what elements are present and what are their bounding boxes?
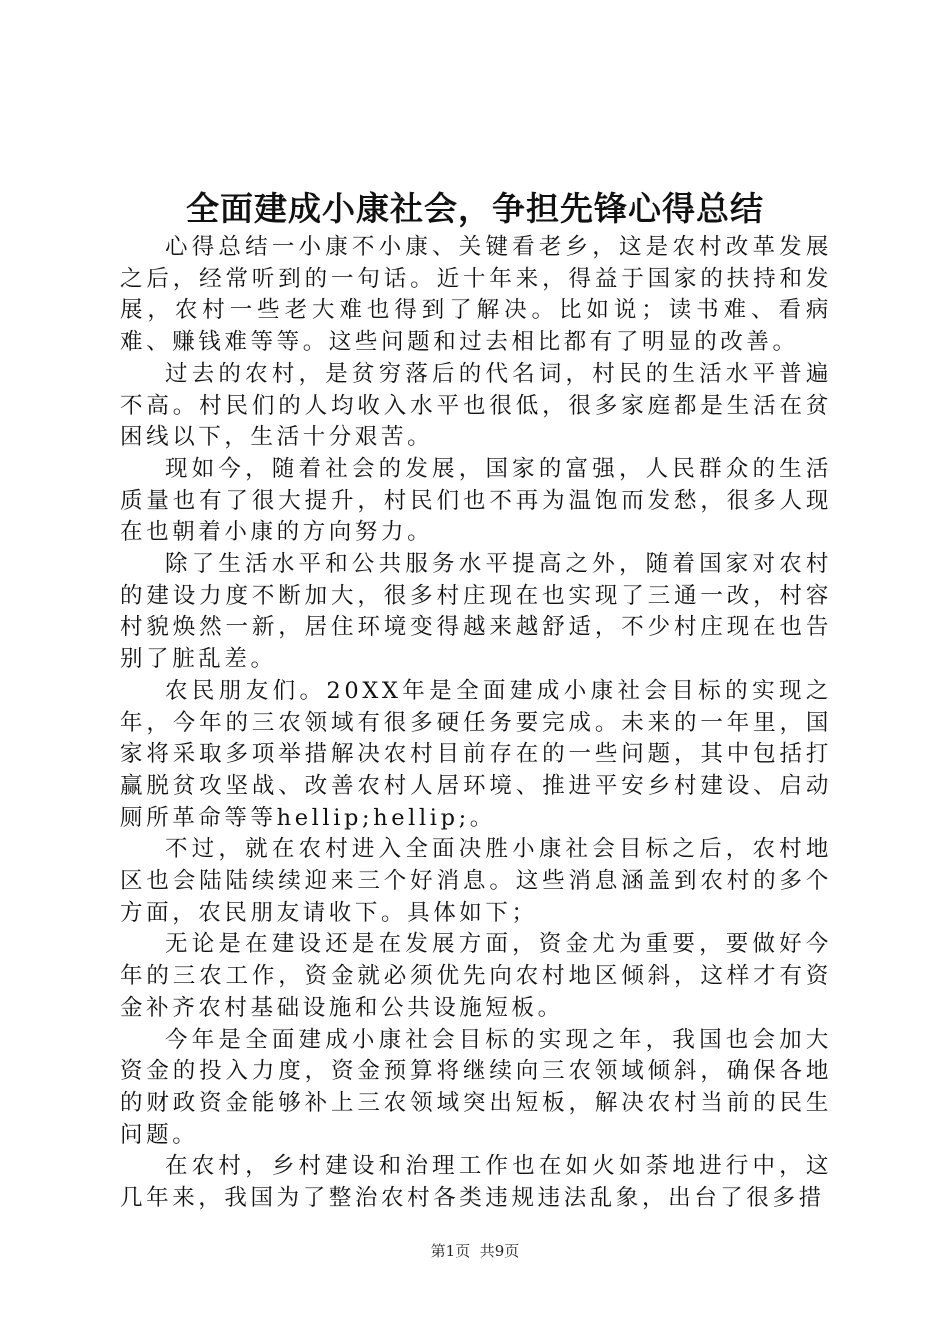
paragraph: 过去的农村，是贫穷落后的代名词，村民的生活水平普遍不高。村民们的人均收入水平也很低，很多家庭都是生活在贫困线以下，生活十分艰苦。 [120,360,832,451]
paragraph: 不过，就在农村进入全面决胜小康社会目标之后，农村地区也会陆陆续续迎来三个好消息。这些消息涵盖到农村的多个方面，农民朋友请收下。具体如下； [120,836,832,926]
paragraph: 心得总结一小康不小康、关键看老乡，这是农村改革发展之后，经常听到的一句话。近十年来，得益于国家的扶持和发展，农村一些老大难也得到了解决。比如说；读书难、看病难、赚钱难等等。这些问题和过去相比都有了明显的改善。 [120,234,832,356]
paragraph: 今年是全面建成小康社会目标的实现之年，我国也会加大资金的投入力度，资金预算将继续向三农领域倾斜，确保各地的财政资金能够补上三农领域突出短板，解决农村当前的民生问题。 [120,1026,832,1148]
paragraph: 农民朋友们。20XX年是全面建成小康社会目标的实现之年，今年的三农领域有很多硬任务要完成。未来的一年里，国家将采取多项举措解决农村目前存在的一些问题，其中包括打赢脱贫攻坚战、改善农村人居环境、推进平安乡村建设、启动厕所革命等等hellip;hellip;。 [120,677,832,831]
page-footer [0,1241,950,1261]
page-total-label: 共9页 [479,1242,520,1260]
paragraph: 在农村，乡村建设和治理工作也在如火如荼地进行中，这几年来，我国为了整治农村各类违规违法乱象，出台了很多措 [120,1153,832,1212]
paragraph: 现如今，随着社会的发展，国家的富强，人民群众的生活质量也有了很大提升，村民们也不再为温饱而发愁，很多人现在也朝着小康的方向努力。 [120,455,832,546]
document-body [120,232,832,1215]
document-title: 全面建成小康社会，争担先锋心得总结 [186,189,764,228]
page-number-label: 第1页 [430,1242,471,1260]
paragraph: 除了生活水平和公共服务水平提高之外，随着国家对农村的建设力度不断加大，很多村庄现在也实现了三通一改，村容村貌焕然一新，居住环境变得越来越舒适，不少村庄现在也告别了脏乱差。 [120,551,832,673]
paragraph: 无论是在建设还是在发展方面，资金尤为重要，要做好今年的三农工作，资金就必须优先向农村地区倾斜，这样才有资金补齐农村基础设施和公共设施短板。 [120,931,832,1021]
footer-spacer [470,1242,480,1260]
